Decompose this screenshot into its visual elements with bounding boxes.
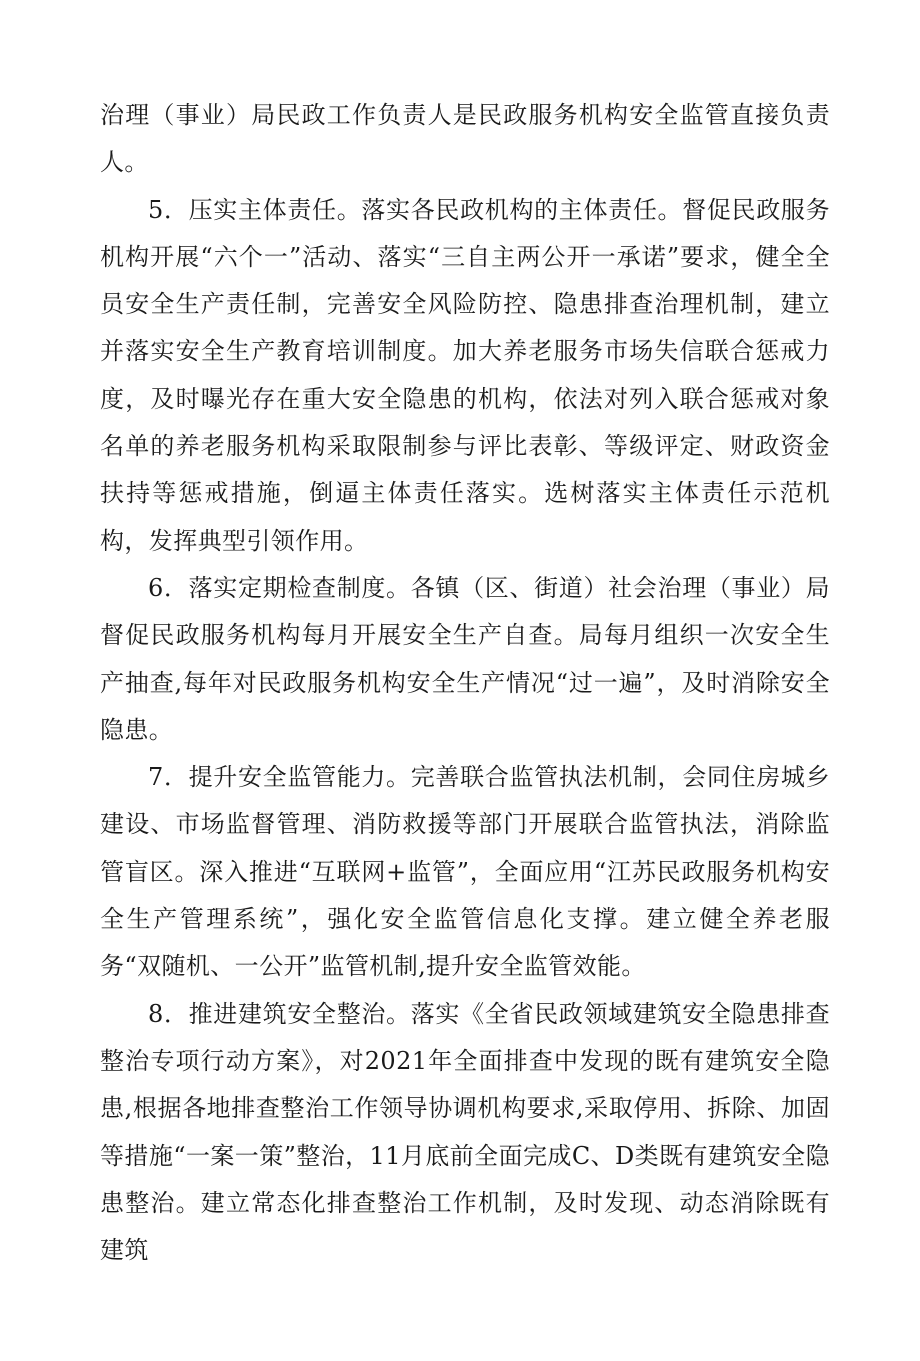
paragraph-item-6: 6．落实定期检查制度。各镇（区、街道）社会治理（事业）局督促民政服务机构每月开展安全生产自查。局每月组织一次安全生产抽查,每年对民政服务机构安全生产情况“过一遍”，及时消除安全隐患。	[100, 573, 830, 744]
document-body	[100, 92, 830, 1274]
paragraph-item-5: 5．压实主体责任。落实各民政机构的主体责任。督促民政服务机构开展“六个一”活动、落实“三自主两公开一承诺”要求，健全全员安全生产责任制，完善安全风险防控、隐患排查治理机制，建立并落实安全生产教育培训制度。加大养老服务市场失信联合惩戒力度，及时曝光存在重大安全隐患的机构，依法对列入联合惩戒对象名单的养老服务机构采取限制参与评比表彰、等级评定、财政资金扶持等惩戒措施，倒逼主体责任落实。选树落实主体责任示范机构，发挥典型引领作用。	[100, 195, 830, 555]
paragraph-item-7: 7．提升安全监管能力。完善联合监管执法机制，会同住房城乡建设、市场监督管理、消防救援等部门开展联合监管执法，消除监管盲区。深入推进“互联网+监管”，全面应用“江苏民政服务机构安全生产管理系统”，强化安全监管信息化支撑。建立健全养老服务“双随机、一公开”监管机制,提升安全监管效能。	[100, 763, 830, 981]
paragraph-continuation: 治理（事业）局民政工作负责人是民政服务机构安全监管直接负责人。	[100, 101, 830, 177]
paragraph-item-8: 8．推进建筑安全整治。落实《全省民政领域建筑安全隐患排查整治专项行动方案》，对2021年全面排查中发现的既有建筑安全隐患,根据各地排查整治工作领导协调机构要求,采取停用、拆除、加固等措施“一案一策”整治，11月底前全面完成C、D类既有建筑安全隐患整治。建立常态化排查整治工作机制，及时发现、动态消除既有建筑	[100, 999, 830, 1265]
